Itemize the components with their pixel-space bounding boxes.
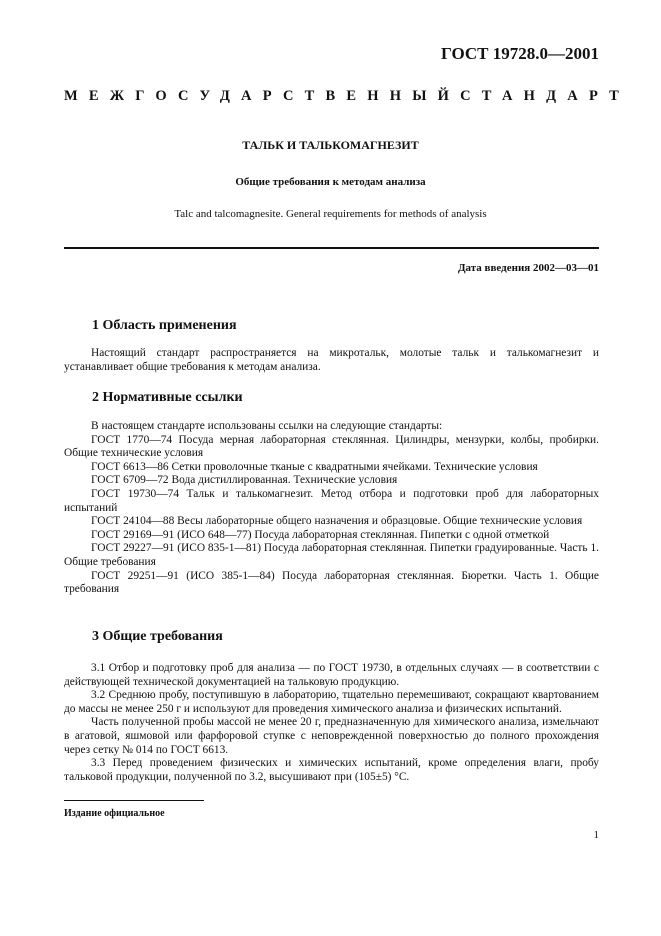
standard-type-word2: СТАНДАРТ: [460, 88, 631, 104]
reference-item: ГОСТ 29227—91 (ИСО 835-1—81) Посуда лабораторная стеклянная. Пипетки градуированные. Часть 1. Общие требования: [64, 542, 599, 568]
edition-note: Издание официальное: [64, 808, 165, 819]
reference-item: ГОСТ 6709—72 Вода дистиллированная. Технические условия: [91, 474, 398, 487]
document-subtitle: Общие требования к методам анализа: [235, 176, 426, 188]
standard-type-header: [64, 88, 631, 105]
reference-item: ГОСТ 6613—86 Сетки проволочные тканые с квадратными ячейками. Технические условия: [91, 460, 538, 473]
document-title: ТАЛЬК И ТАЛЬКОМАГНЕЗИТ: [242, 138, 419, 152]
reference-item: ГОСТ 29169—91 (ИСО 648—77) Посуда лабораторная стеклянная. Пипетки с одной отметкой: [91, 528, 550, 541]
document-code: ГОСТ 19728.0—2001: [441, 44, 599, 63]
section-heading: 2 Нормативные ссылки: [92, 390, 243, 405]
section-heading: 3 Общие требования: [92, 629, 223, 644]
reference-item: ГОСТ 24104—88 Весы лабораторные общего назначения и образцовые. Общие технические условия: [91, 515, 583, 528]
section-body: [64, 662, 599, 784]
english-title: Talc and talcomagnesite. General requirements for methods of analysis: [174, 208, 487, 220]
page-number: 1: [593, 829, 599, 841]
paragraph: Часть полученной пробы массой не менее 20 г, предназначенную для химического анализа, измельчают в агатовой, яшмовой или фарфоровой ступке с неповрежденной поверхностью до полного прохождения через сетку № 014 по ГОСТ 6613.: [64, 716, 599, 756]
introduction-date: Дата введения 2002—03—01: [457, 262, 599, 274]
paragraph: 3.1 Отбор и подготовку проб для анализа — по ГОСТ 19730, в отдельных случаях — в соответствии с действующей технической документацией на тальковую продукцию.: [64, 662, 599, 688]
footer-divider: [64, 800, 204, 801]
section-body: [64, 347, 599, 374]
paragraph: 3.2 Среднюю пробу, поступившую в лабораторию, тщательно перемешивают, сокращают квартованием до массы не менее 250 г и используют для проведения химического анализа и физических испытаний.: [64, 689, 599, 715]
paragraph: 3.3 Перед проведением физических и химических испытаний, кроме определения влаги, пробу тальковой продукции, полученной по 3.2, высушивают при (105±5) °С.: [64, 757, 599, 783]
section-body: [64, 420, 599, 597]
reference-item: ГОСТ 1770—74 Посуда мерная лабораторная стеклянная. Цилиндры, мензурки, колбы, пробирки. Общие технические условия: [64, 433, 599, 460]
standard-type-word1: МЕЖГОСУДАРСТВЕННЫЙ: [64, 88, 461, 104]
title-divider: [64, 247, 599, 249]
reference-item: ГОСТ 29251—91 (ИСО 385-1—84) Посуда лабораторная стеклянная. Бюретки. Часть 1. Общие требования: [64, 569, 599, 596]
section-heading: 1 Область применения: [92, 318, 237, 333]
paragraph: В настоящем стандарте использованы ссылки на следующие стандарты:: [91, 420, 443, 432]
reference-item: ГОСТ 19730—74 Тальк и талькомагнезит. Метод отбора и подготовки проб для лабораторных испытаний: [64, 487, 599, 514]
paragraph: Настоящий стандарт распространяется на микротальк, молотые тальк и талькомагнезит и устанавливает общие требования к методам анализа.: [64, 347, 599, 373]
